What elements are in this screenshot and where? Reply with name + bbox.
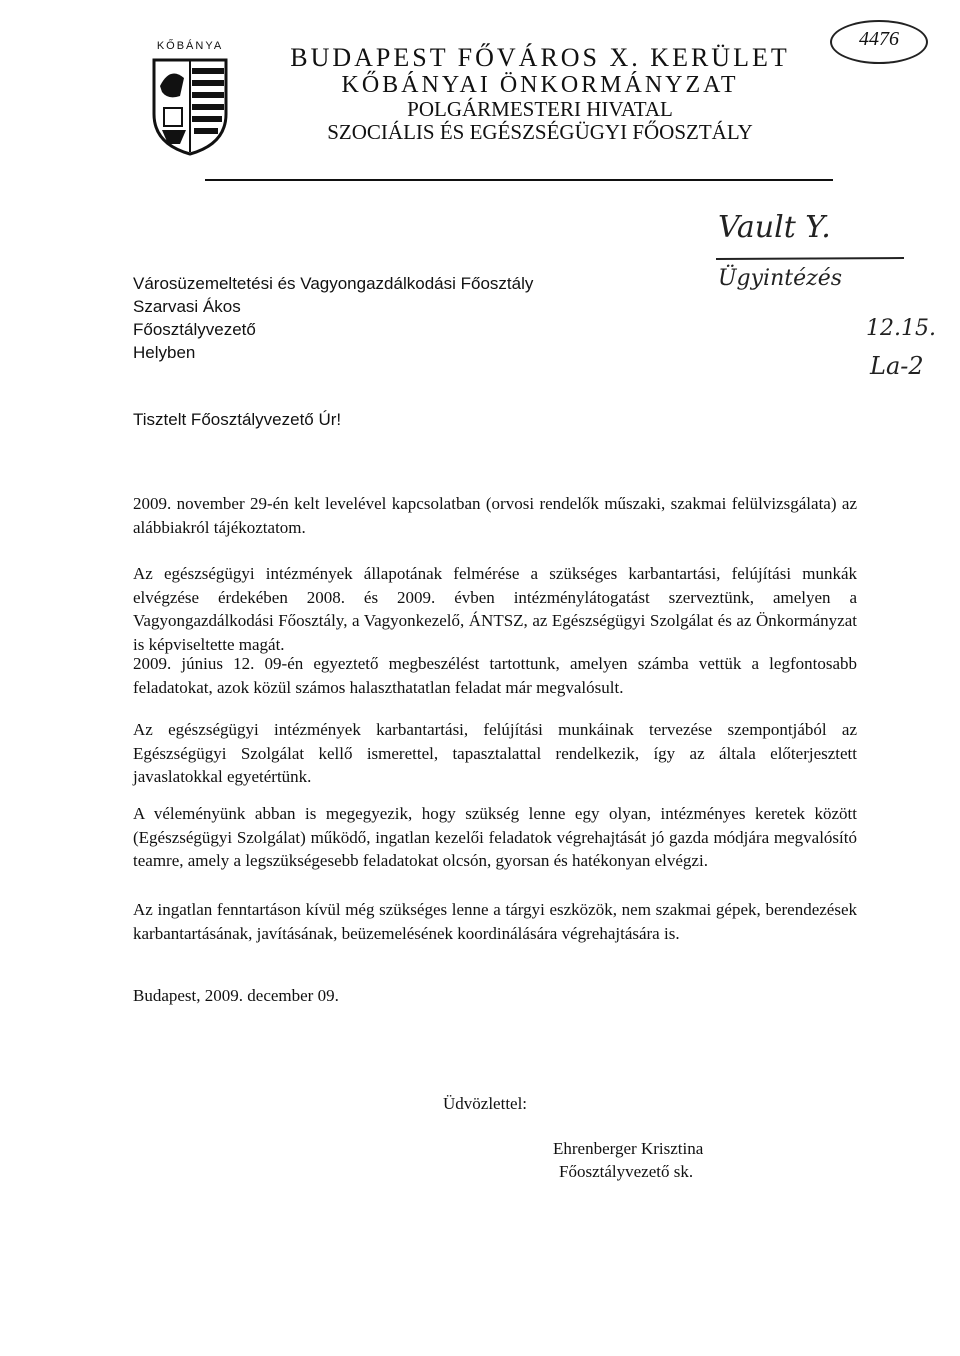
addressee-name: Szarvasi Ákos [133, 297, 241, 316]
closing: Üdvözlettel: [443, 1094, 528, 1113]
crest-label: KŐBÁNYA [156, 40, 224, 52]
handwritten-note-3: 12.15. [866, 316, 936, 341]
handwritten-note-2: Ügyintézés [718, 266, 843, 291]
handwritten-note-1: Vault Y. [718, 210, 831, 245]
place-date: Budapest, 2009. december 09. [133, 986, 339, 1005]
salutation: Tisztelt Főosztályvezető Úr! [133, 410, 342, 429]
letterhead-department: SZOCIÁLIS ÉS EGÉSZSÉGÜGYI FŐOSZTÁLY [327, 120, 753, 144]
signer-title: Főosztályvezető sk. [559, 1162, 694, 1181]
paragraph-2: Az egészségügyi intézmények állapotának felmérése a szükséges karbantartási, felújítási munkák elvégzése érdekében 2008. és 2009. évben intézménylátogatást szerveztünk, amelyen a Vagyongazdálkodási Főosztály, a Vagyonkezelő, ÁNTSZ, az Egészségügyi Szolgálat és az Önkormányzat is képviseltette magát. [133, 564, 857, 654]
paragraph-3: 2009. június 12. 09-én egyeztető megbeszélést tartottunk, amelyen számba vettük a legfontosabb feladatokat, azok közül számos halaszthatatlan feladat már megvalósult. [133, 654, 857, 697]
addressee-block [133, 272, 533, 364]
stamp-number: 4476 [859, 28, 899, 50]
signer-name: Ehrenberger Krisztina [553, 1139, 704, 1158]
handwritten-note-4: La-2 [870, 352, 924, 380]
letterhead-city: BUDAPEST FŐVÁROS X. KERÜLET [290, 43, 790, 72]
letterhead-municipality: KŐBÁNYAI ÖNKORMÁNYZAT [341, 72, 739, 98]
addressee-location: Helyben [133, 343, 196, 362]
paragraph-1: 2009. november 29-én kelt levelével kapcsolatban (orvosi rendelők műszaki, szakmai felülvizsgálata) az alábbiakról tájékoztatom. [133, 494, 857, 537]
crest [130, 40, 250, 156]
addressee-title: Főosztályvezető [133, 320, 256, 339]
addressee-department: Városüzemeltetési és Vagyongazdálkodási Főosztály [133, 274, 534, 293]
paragraph-4: Az egészségügyi intézmények karbantartási, felújítási munkáinak tervezése szempontjából az Egészségügyi Szolgálat kellő ismerettel, tapasztalattal rendelkezik, így az általa előterjesztett javaslatokkal egyetértünk. [133, 720, 857, 786]
handwritten-underline [716, 256, 906, 262]
letterhead [290, 44, 790, 144]
letterhead-divider [205, 179, 833, 181]
registration-stamp [830, 20, 928, 64]
paragraph-6: Az ingatlan fenntartáson kívül még szükséges lenne a tárgyi eszközök, nem szakmai gépek, berendezések karbantartásának, javításának, beüzemelésének koordinálására végrehajtására is. [133, 900, 857, 943]
coat-of-arms-icon [150, 56, 230, 156]
paragraph-5: A véleményünk abban is megegyezik, hogy szükség lenne egy olyan, intézményes keretek között (Egészségügyi Szolgálat) működő, ingatlan kezelői feladatok végrehajtását jó gazda módjára megvalósító teamre, amely a legszükségesebb feladatokat olcsón, gyorsan és hatékonyan elvégzi. [133, 804, 857, 870]
letterhead-office: POLGÁRMESTERI HIVATAL [407, 97, 673, 121]
